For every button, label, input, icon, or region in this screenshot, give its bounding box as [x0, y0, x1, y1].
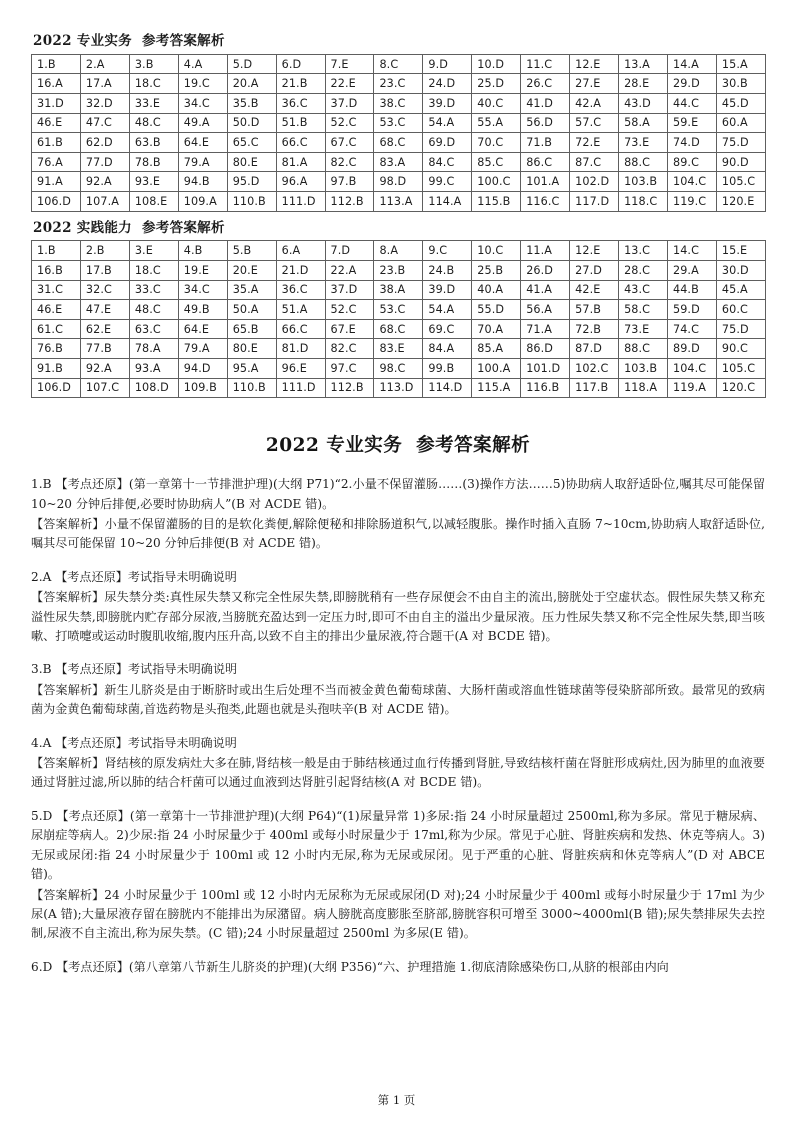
answer-cell: 90.C: [716, 339, 765, 359]
answer-cell: 14.A: [667, 54, 716, 74]
answer-cell: 93.A: [129, 359, 178, 379]
answer-cell: 58.A: [619, 113, 668, 133]
answer-cell: 8.C: [374, 54, 423, 74]
answer-cell: 45.D: [716, 94, 765, 114]
answer-cell: 118.C: [619, 192, 668, 212]
answer-cell: 56.A: [521, 300, 570, 320]
answer-cell: 28.C: [619, 261, 668, 281]
answer-cell: 23.B: [374, 261, 423, 281]
explanation-question-text: 6.D 【考点还原】(第八章第八节新生儿脐炎的护理)(大纲 P356)“六、护理措施 1.彻底清除感染伤口,从脐的根部由内向: [31, 959, 669, 974]
table-row: [32, 280, 766, 300]
answer-cell: 13.C: [619, 241, 668, 261]
table-row: [32, 152, 766, 172]
answer-sheet-heading-2: 2022 实践能力 参考答案解析: [33, 219, 225, 236]
answer-cell: 46.E: [32, 113, 81, 133]
answer-cell: 42.E: [570, 280, 619, 300]
answer-cell: 120.E: [716, 192, 765, 212]
answer-cell: 12.E: [570, 54, 619, 74]
answer-cell: 60.C: [716, 300, 765, 320]
answer-cell: 112.B: [325, 192, 374, 212]
answer-cell: 31.D: [32, 94, 81, 114]
answer-cell: 70.C: [472, 133, 521, 153]
answer-cell: 71.B: [521, 133, 570, 153]
answer-cell: 19.C: [178, 74, 227, 94]
answer-sheet-heading-1: 2022 专业实务 参考答案解析: [33, 33, 225, 49]
table-row: [32, 378, 766, 398]
answer-cell: 99.C: [423, 172, 472, 192]
answer-cell: 29.A: [667, 261, 716, 281]
answer-cell: 98.D: [374, 172, 423, 192]
answer-cell: 120.C: [716, 378, 765, 398]
answer-cell: 78.B: [129, 152, 178, 172]
answer-cell: 111.D: [276, 378, 325, 398]
answer-cell: 119.C: [667, 192, 716, 212]
answer-cell: 84.C: [423, 152, 472, 172]
answer-cell: 7.D: [325, 241, 374, 261]
answer-cell: 54.A: [423, 113, 472, 133]
explanation-question-text: 3.B 【考点还原】考试指导未明确说明: [31, 662, 238, 677]
answer-cell: 115.B: [472, 192, 521, 212]
answer-cell: 43.D: [619, 94, 668, 114]
answer-cell: 74.C: [667, 319, 716, 339]
answer-cell: 76.B: [32, 339, 81, 359]
answer-cell: 83.A: [374, 152, 423, 172]
answer-cell: 95.A: [227, 359, 276, 379]
answer-cell: 105.C: [716, 359, 765, 379]
table-row: [32, 54, 766, 74]
answer-cell: 4.A: [178, 54, 227, 74]
answer-cell: 77.B: [80, 339, 129, 359]
answer-cell: 47.E: [80, 300, 129, 320]
answer-cell: 59.E: [667, 113, 716, 133]
answer-cell: 24.D: [423, 74, 472, 94]
table-row: [32, 241, 766, 261]
answer-cell: 63.B: [129, 133, 178, 153]
answer-cell: 83.E: [374, 339, 423, 359]
answer-cell: 74.D: [667, 133, 716, 153]
answer-cell: 85.A: [472, 339, 521, 359]
answer-cell: 44.B: [667, 280, 716, 300]
answer-cell: 58.C: [619, 300, 668, 320]
answer-key-table-2-body: [32, 241, 766, 398]
answer-cell: 1.B: [32, 241, 81, 261]
answer-cell: 111.D: [276, 192, 325, 212]
answer-cell: 48.C: [129, 113, 178, 133]
answer-cell: 87.D: [570, 339, 619, 359]
explanation-item: [31, 734, 765, 793]
answer-cell: 61.B: [32, 133, 81, 153]
answer-cell: 100.C: [472, 172, 521, 192]
answer-cell: 8.A: [374, 241, 423, 261]
answer-cell: 80.E: [227, 152, 276, 172]
answer-cell: 38.C: [374, 94, 423, 114]
answer-cell: 90.D: [716, 152, 765, 172]
answer-cell: 27.E: [570, 74, 619, 94]
answer-cell: 73.E: [619, 133, 668, 153]
explanation-item: [31, 475, 765, 554]
answer-cell: 49.A: [178, 113, 227, 133]
answer-cell: 9.C: [423, 241, 472, 261]
answer-cell: 67.C: [325, 133, 374, 153]
explanation-answer-analysis: 【答案解析】新生儿脐炎是由于断脐时或出生后处理不当而被金黄色葡萄球菌、大肠杆菌或溶血性链球菌等侵染脐部所致。最常见的致病菌为金黄色葡萄球菌,首选药物是头孢类,此题也就是头孢呋辛(B 对 ACDE 错)。: [31, 682, 765, 717]
answer-cell: 75.D: [716, 319, 765, 339]
answer-cell: 36.C: [276, 280, 325, 300]
explanation-item: [31, 958, 765, 977]
answer-cell: 107.A: [80, 192, 129, 212]
answer-cell: 57.C: [570, 113, 619, 133]
answer-cell: 113.A: [374, 192, 423, 212]
answer-cell: 51.B: [276, 113, 325, 133]
answer-cell: 119.A: [667, 378, 716, 398]
answer-cell: 82.C: [325, 152, 374, 172]
answer-cell: 11.C: [521, 54, 570, 74]
answer-cell: 68.C: [374, 133, 423, 153]
answer-cell: 62.E: [80, 319, 129, 339]
answer-cell: 2.A: [80, 54, 129, 74]
answer-cell: 115.A: [472, 378, 521, 398]
answer-cell: 91.A: [32, 172, 81, 192]
answer-cell: 93.E: [129, 172, 178, 192]
answer-cell: 14.C: [667, 241, 716, 261]
answer-cell: 88.C: [619, 339, 668, 359]
answer-cell: 44.C: [667, 94, 716, 114]
answer-cell: 64.E: [178, 133, 227, 153]
explanation-answer-analysis: 【答案解析】肾结核的原发病灶大多在肺,肾结核一般是由于肺结核通过血行传播到肾脏,导致结核杆菌在肾脏形成病灶,因为肺里的血液要通过肾脏过滤,所以肺的结合杆菌可以通过血液到达肾脏引起肾结核(A 对 BCDE 错)。: [31, 756, 765, 790]
answer-cell: 87.C: [570, 152, 619, 172]
explanation-item: [31, 807, 765, 944]
answer-cell: 26.C: [521, 74, 570, 94]
answer-cell: 35.B: [227, 94, 276, 114]
answer-cell: 48.C: [129, 300, 178, 320]
answer-cell: 92.A: [80, 172, 129, 192]
explanation-answer-analysis: 【答案解析】24 小时尿量少于 100ml 或 12 小时内无尿称为无尿或尿闭(D 对);24 小时尿量少于 400ml 或每小时尿量少于 17ml 为少尿(A 错);大量尿液存留在膀胱内不能排出为尿潴留。病人膀胱高度膨胀至脐部,膀胱容积可增至 3000~4000ml(B 错);尿失禁排尿失去控制,尿液不自主流出,称为尿失禁。(C 错);24 小时尿量超过 2500ml 为多尿(E 错)。: [31, 887, 765, 941]
answer-cell: 24.B: [423, 261, 472, 281]
answer-cell: 85.C: [472, 152, 521, 172]
answer-cell: 57.B: [570, 300, 619, 320]
answer-cell: 55.A: [472, 113, 521, 133]
table-row: [32, 261, 766, 281]
answer-cell: 60.A: [716, 113, 765, 133]
answer-key-table-1-body: [32, 54, 766, 211]
answer-cell: 64.E: [178, 319, 227, 339]
answer-cell: 118.A: [619, 378, 668, 398]
answer-cell: 103.B: [619, 172, 668, 192]
answer-cell: 69.D: [423, 133, 472, 153]
answer-cell: 92.A: [80, 359, 129, 379]
answer-cell: 110.B: [227, 378, 276, 398]
answer-cell: 82.C: [325, 339, 374, 359]
answer-cell: 117.D: [570, 192, 619, 212]
answer-key-table-2: [31, 240, 766, 398]
answer-cell: 19.E: [178, 261, 227, 281]
answer-cell: 25.B: [472, 261, 521, 281]
answer-cell: 65.C: [227, 133, 276, 153]
answer-cell: 88.C: [619, 152, 668, 172]
answer-cell: 17.A: [80, 74, 129, 94]
answer-cell: 3.E: [129, 241, 178, 261]
answer-cell: 114.A: [423, 192, 472, 212]
answer-cell: 21.D: [276, 261, 325, 281]
answer-cell: 89.D: [667, 339, 716, 359]
answer-cell: 105.C: [716, 172, 765, 192]
answer-cell: 104.C: [667, 359, 716, 379]
answer-cell: 40.C: [472, 94, 521, 114]
table-row: [32, 300, 766, 320]
answer-cell: 53.C: [374, 113, 423, 133]
answer-cell: 68.C: [374, 319, 423, 339]
answer-cell: 2.B: [80, 241, 129, 261]
answer-cell: 11.A: [521, 241, 570, 261]
explanation-list: [31, 475, 765, 977]
answer-cell: 5.D: [227, 54, 276, 74]
answer-cell: 102.D: [570, 172, 619, 192]
answer-cell: 116.B: [521, 378, 570, 398]
answer-cell: 104.C: [667, 172, 716, 192]
answer-cell: 6.A: [276, 241, 325, 261]
answer-cell: 66.C: [276, 133, 325, 153]
answer-cell: 95.D: [227, 172, 276, 192]
table-row: [32, 74, 766, 94]
answer-cell: 76.A: [32, 152, 81, 172]
answer-cell: 75.D: [716, 133, 765, 153]
answer-cell: 40.A: [472, 280, 521, 300]
answer-cell: 30.B: [716, 74, 765, 94]
answer-cell: 94.B: [178, 172, 227, 192]
answer-cell: 36.C: [276, 94, 325, 114]
answer-cell: 106.D: [32, 378, 81, 398]
answer-cell: 91.B: [32, 359, 81, 379]
answer-cell: 65.B: [227, 319, 276, 339]
answer-cell: 106.D: [32, 192, 81, 212]
answer-cell: 47.C: [80, 113, 129, 133]
answer-cell: 23.C: [374, 74, 423, 94]
answer-cell: 70.A: [472, 319, 521, 339]
answer-cell: 43.C: [619, 280, 668, 300]
answer-cell: 13.A: [619, 54, 668, 74]
answer-cell: 56.D: [521, 113, 570, 133]
table-row: [32, 113, 766, 133]
answer-cell: 22.E: [325, 74, 374, 94]
answer-cell: 26.D: [521, 261, 570, 281]
answer-cell: 81.A: [276, 152, 325, 172]
answer-cell: 97.B: [325, 172, 374, 192]
answer-cell: 7.E: [325, 54, 374, 74]
answer-cell: 107.C: [80, 378, 129, 398]
answer-cell: 86.D: [521, 339, 570, 359]
answer-cell: 42.A: [570, 94, 619, 114]
answer-cell: 101.D: [521, 359, 570, 379]
answer-cell: 34.C: [178, 280, 227, 300]
answer-cell: 34.C: [178, 94, 227, 114]
answer-cell: 84.A: [423, 339, 472, 359]
answer-cell: 72.E: [570, 133, 619, 153]
answer-cell: 112.B: [325, 378, 374, 398]
answer-cell: 98.C: [374, 359, 423, 379]
answer-cell: 81.D: [276, 339, 325, 359]
answer-cell: 77.D: [80, 152, 129, 172]
answer-cell: 5.B: [227, 241, 276, 261]
answer-cell: 6.D: [276, 54, 325, 74]
page-footer: 第 1 页: [377, 1093, 416, 1107]
answer-cell: 49.B: [178, 300, 227, 320]
answer-cell: 101.A: [521, 172, 570, 192]
answer-cell: 51.A: [276, 300, 325, 320]
answer-cell: 113.D: [374, 378, 423, 398]
answer-key-table-1: [31, 54, 766, 212]
answer-cell: 12.E: [570, 241, 619, 261]
explanation-question-text: 2.A 【考点还原】考试指导未明确说明: [31, 569, 237, 584]
answer-cell: 1.B: [32, 54, 81, 74]
answer-cell: 78.A: [129, 339, 178, 359]
explanation-question-text: 5.D 【考点还原】(第一章第十一节排泄护理)(大纲 P64)“(1)尿量异常 1)多尿:指 24 小时尿量超过 2500ml,称为多尿。常见于糖尿病、尿崩症等病人。2)少尿:指 24 小时尿量少于 400ml 或每小时尿量少于 17ml,称为少尿。常见于心脏、肾脏疾病和发热、休克等病人。3)无尿或尿闭:指 24 小时尿量少于 100ml 或 12 小时内无尿,称为无尿或尿闭。见于严重的心脏、肾脏疾病和休克等病人”(D 对 ABCE 错)。: [31, 808, 765, 882]
answer-cell: 37.D: [325, 280, 374, 300]
answer-cell: 46.E: [32, 300, 81, 320]
table-row: [32, 339, 766, 359]
table-row: [32, 94, 766, 114]
answer-cell: 50.D: [227, 113, 276, 133]
answer-cell: 28.E: [619, 74, 668, 94]
answer-cell: 61.C: [32, 319, 81, 339]
answer-cell: 99.B: [423, 359, 472, 379]
answer-cell: 50.A: [227, 300, 276, 320]
answer-cell: 79.A: [178, 339, 227, 359]
answer-cell: 108.D: [129, 378, 178, 398]
answer-cell: 109.A: [178, 192, 227, 212]
answer-cell: 18.C: [129, 74, 178, 94]
answer-cell: 37.D: [325, 94, 374, 114]
answer-cell: 27.D: [570, 261, 619, 281]
answer-cell: 39.D: [423, 94, 472, 114]
answer-cell: 4.B: [178, 241, 227, 261]
answer-cell: 100.A: [472, 359, 521, 379]
table-row: [32, 319, 766, 339]
answer-cell: 110.B: [227, 192, 276, 212]
answer-cell: 41.D: [521, 94, 570, 114]
answer-cell: 16.B: [32, 261, 81, 281]
answer-cell: 45.A: [716, 280, 765, 300]
table-row: [32, 133, 766, 153]
answer-cell: 66.C: [276, 319, 325, 339]
answer-cell: 80.E: [227, 339, 276, 359]
answer-cell: 73.E: [619, 319, 668, 339]
answer-cell: 9.D: [423, 54, 472, 74]
answer-cell: 63.C: [129, 319, 178, 339]
explanation-question-text: 4.A 【考点还原】考试指导未明确说明: [31, 735, 237, 750]
answer-cell: 55.D: [472, 300, 521, 320]
answer-cell: 94.D: [178, 359, 227, 379]
explanation-item: [31, 660, 765, 719]
table-row: [32, 192, 766, 212]
answer-cell: 41.A: [521, 280, 570, 300]
answer-cell: 22.A: [325, 261, 374, 281]
answer-cell: 33.E: [129, 94, 178, 114]
answer-cell: 25.D: [472, 74, 521, 94]
answer-cell: 109.B: [178, 378, 227, 398]
answer-cell: 15.A: [716, 54, 765, 74]
answer-cell: 117.B: [570, 378, 619, 398]
answer-cell: 16.A: [32, 74, 81, 94]
answer-cell: 108.E: [129, 192, 178, 212]
answer-cell: 69.C: [423, 319, 472, 339]
table-row: [32, 359, 766, 379]
answer-cell: 62.D: [80, 133, 129, 153]
answer-cell: 53.C: [374, 300, 423, 320]
answer-cell: 39.D: [423, 280, 472, 300]
answer-cell: 21.B: [276, 74, 325, 94]
answer-cell: 86.C: [521, 152, 570, 172]
answer-cell: 52.C: [325, 113, 374, 133]
answer-cell: 116.C: [521, 192, 570, 212]
answer-cell: 32.C: [80, 280, 129, 300]
answer-cell: 35.A: [227, 280, 276, 300]
answer-cell: 31.C: [32, 280, 81, 300]
answer-cell: 54.A: [423, 300, 472, 320]
answer-cell: 52.C: [325, 300, 374, 320]
answer-cell: 30.D: [716, 261, 765, 281]
page-title: 2022 专业实务 参考答案解析: [265, 435, 531, 457]
answer-cell: 114.D: [423, 378, 472, 398]
explanation-answer-analysis: 【答案解析】尿失禁分类:真性尿失禁又称完全性尿失禁,即膀胱稍有一些存尿便会不由自主的流出,膀胱处于空虚状态。假性尿失禁又称充溢性尿失禁,即膀胱内贮存部分尿液,当膀胱充盈达到一定压力时,即可不由自主的溢出少量尿液。压力性尿失禁又称不完全性尿失禁,即当咳嗽、打喷嚏或运动时腹肌收缩,腹内压升高,以致不自主的排出少量尿液,符合题干(A 对 BCDE 错)。: [31, 590, 765, 644]
answer-cell: 79.A: [178, 152, 227, 172]
answer-cell: 67.E: [325, 319, 374, 339]
answer-cell: 72.B: [570, 319, 619, 339]
answer-cell: 18.C: [129, 261, 178, 281]
answer-cell: 29.D: [667, 74, 716, 94]
table-row: [32, 172, 766, 192]
answer-cell: 38.A: [374, 280, 423, 300]
answer-cell: 71.A: [521, 319, 570, 339]
answer-cell: 3.B: [129, 54, 178, 74]
answer-cell: 102.C: [570, 359, 619, 379]
answer-cell: 17.B: [80, 261, 129, 281]
explanation-question-text: 1.B 【考点还原】(第一章第十一节排泄护理)(大纲 P71)“2.小量不保留灌肠……(3)操作方法……5)协助病人取舒适卧位,嘱其尽可能保留 10~20 分钟后排便,必要时协助病人”(B 对 ACDE 错)。: [31, 477, 765, 511]
answer-cell: 15.E: [716, 241, 765, 261]
explanation-item: [31, 568, 765, 647]
answer-cell: 59.D: [667, 300, 716, 320]
answer-cell: 96.E: [276, 359, 325, 379]
answer-cell: 89.C: [667, 152, 716, 172]
answer-cell: 20.A: [227, 74, 276, 94]
answer-cell: 32.D: [80, 94, 129, 114]
answer-cell: 96.A: [276, 172, 325, 192]
answer-cell: 10.D: [472, 54, 521, 74]
answer-cell: 33.C: [129, 280, 178, 300]
answer-cell: 103.B: [619, 359, 668, 379]
explanation-answer-analysis: 【答案解析】小量不保留灌肠的目的是软化粪便,解除便秘和排除肠道积气,以减轻腹胀。操作时插入直肠 7~10cm,协助病人取舒适卧位,嘱其尽可能保留 10~20 分钟后排便(B 对 ACDE 错)。: [31, 517, 765, 551]
answer-cell: 97.C: [325, 359, 374, 379]
answer-cell: 20.E: [227, 261, 276, 281]
answer-cell: 10.C: [472, 241, 521, 261]
